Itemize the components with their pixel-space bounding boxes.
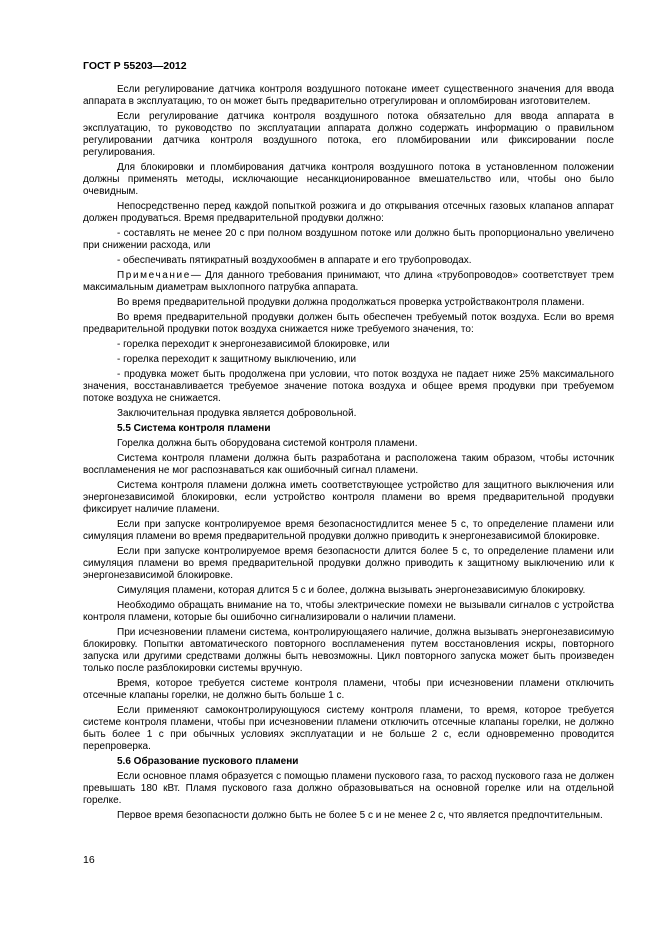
note-text: — Для данного требования принимают, что длина «трубопроводов» соответствует трем максимальным диаметрам выхлопного патрубка аппарата.	[83, 269, 614, 293]
note-label: Примечание	[117, 269, 191, 281]
paragraph: Необходимо обращать внимание на то, чтобы электрические помехи не вызывали сигналов с устройства контроля пламени, которые бы ошибочно сигнализировали о наличии пламени.	[83, 600, 614, 624]
paragraph: - горелка переходит к защитному выключению, или	[117, 354, 357, 365]
page-number: 16	[83, 854, 95, 866]
note-paragraph	[83, 270, 614, 294]
paragraph: При исчезновении пламени система, контролирующаяего наличие, должна вызывать энергонезависимую блокировку. Попытки автоматического повторного воспламенения путем восстановления искры, повторного запуска или другими средствами должны быть невозможны. Цикл повторного запуска может быть произведен только после разблокировки системы вручную.	[83, 627, 614, 674]
paragraph: Если применяют самоконтролирующуюся систему контроля пламени, то время, которое требуется системе контроля пламени, чтобы при исчезновении пламени отключить отсечные клапаны горелки, не должно быть более 1 с при обычных условиях эксплуатации и не больше 2 с, если одновременно проводится перепроверка.	[83, 705, 614, 752]
paragraph: - горелка переходит к энергонезависимой блокировке, или	[117, 338, 390, 350]
paragraph: - продувка может быть продолжена при условии, что поток воздуха не падает ниже 25% максимального значения, восстанавливается требуемое значение потока воздуха и общее время продувки при требуемом потоке воздуха не снижается.	[83, 369, 614, 404]
paragraph: Если при запуске контролируемое время безопасности длится более 5 с, то определение пламени или симуляция пламени во время предварительной продувки должно приводить к защитному выключению или к энергонезависимой блокировке.	[83, 546, 614, 581]
document-body	[83, 84, 614, 825]
paragraph: Симуляция пламени, которая длится 5 с и более, должна вызывать энергонезависимую блокировку.	[117, 585, 586, 597]
paragraph: Если основное пламя образуется с помощью пламени пускового газа, то расход пускового газа не должен превышать 180 кВт. Пламя пускового газа должно образовываться на основной горелке или на отдельной горелке.	[83, 770, 614, 806]
paragraph: Если регулирование датчика контроля воздушного потокане имеет существенного значения для ввода аппарата в эксплуатацию, то он может быть предварительно отрегулирован и опломбирован изготовителем.	[83, 84, 614, 107]
paragraph: Система контроля пламени должна иметь соответствующее устройство для защитного выключения или энергонезависимой блокировки, если устройство контроля пламени во время предварительной продувки фиксирует наличие пламени.	[83, 480, 614, 516]
paragraph: - составлять не менее 20 с при полном воздушном потоке или должно быть пропорционально увеличено при снижении расхода, или	[83, 227, 614, 251]
paragraph: Если при запуске контролируемое время безопасностидлится менее 5 с, то определение пламени или симуляция пламени во время предварительной продувки должно приводить к энергонезависимой блокировке.	[83, 519, 614, 543]
paragraph: Система контроля пламени должна быть разработана и расположена таким образом, чтобы источник воспламенения не мог распознаваться как ошибочный сигнал пламени.	[83, 453, 614, 477]
section-heading: 5.5 Система контроля пламени	[117, 423, 271, 435]
paragraph: Во время предварительной продувки должна продолжаться проверка устройстваконтроля пламени.	[117, 296, 585, 308]
paragraph: Заключительная продувка является добровольной.	[117, 408, 357, 419]
paragraph: Во время предварительной продувки должен быть обеспечен требуемый поток воздуха. Если во время предварительной продувки поток воздуха снижается ниже требуемого значения, то:	[83, 311, 614, 335]
paragraph: Горелка должна быть оборудована системой контроля пламени.	[117, 438, 418, 450]
section-heading: 5.6 Образование пускового пламени	[117, 755, 299, 767]
paragraph: - обеспечивать пятикратный воздухообмен в аппарате и его трубопроводах.	[117, 254, 472, 266]
paragraph: Для блокировки и пломбирования датчика контроля воздушного потока в установленном положении должны применять методы, исключающие несанкционированное вмешательство или, чтобы оно было очевидным.	[83, 161, 614, 197]
paragraph: Время, которое требуется системе контроля пламени, чтобы при исчезновении пламени отключить отсечные клапаны горелки, не должно быть больше 1 с.	[83, 678, 614, 701]
paragraph: Непосредственно перед каждой попыткой розжига и до открывания отсечных газовых клапанов аппарат должен продуваться. Время предварительной продувки должно:	[83, 200, 614, 224]
paragraph: Если регулирование датчика контроля воздушного потока обязательно для ввода аппарата в эксплуатацию, то руководство по эксплуатации аппарата должно содержать информацию о правильном регулировании датчика контроля воздушного потока, его пломбировании или фиксировании после регулирования.	[83, 111, 614, 158]
document-code: ГОСТ Р 55203—2012	[83, 60, 187, 72]
paragraph: Первое время безопасности должно быть не более 5 с и не менее 2 с, что является предпочтительным.	[117, 809, 603, 821]
